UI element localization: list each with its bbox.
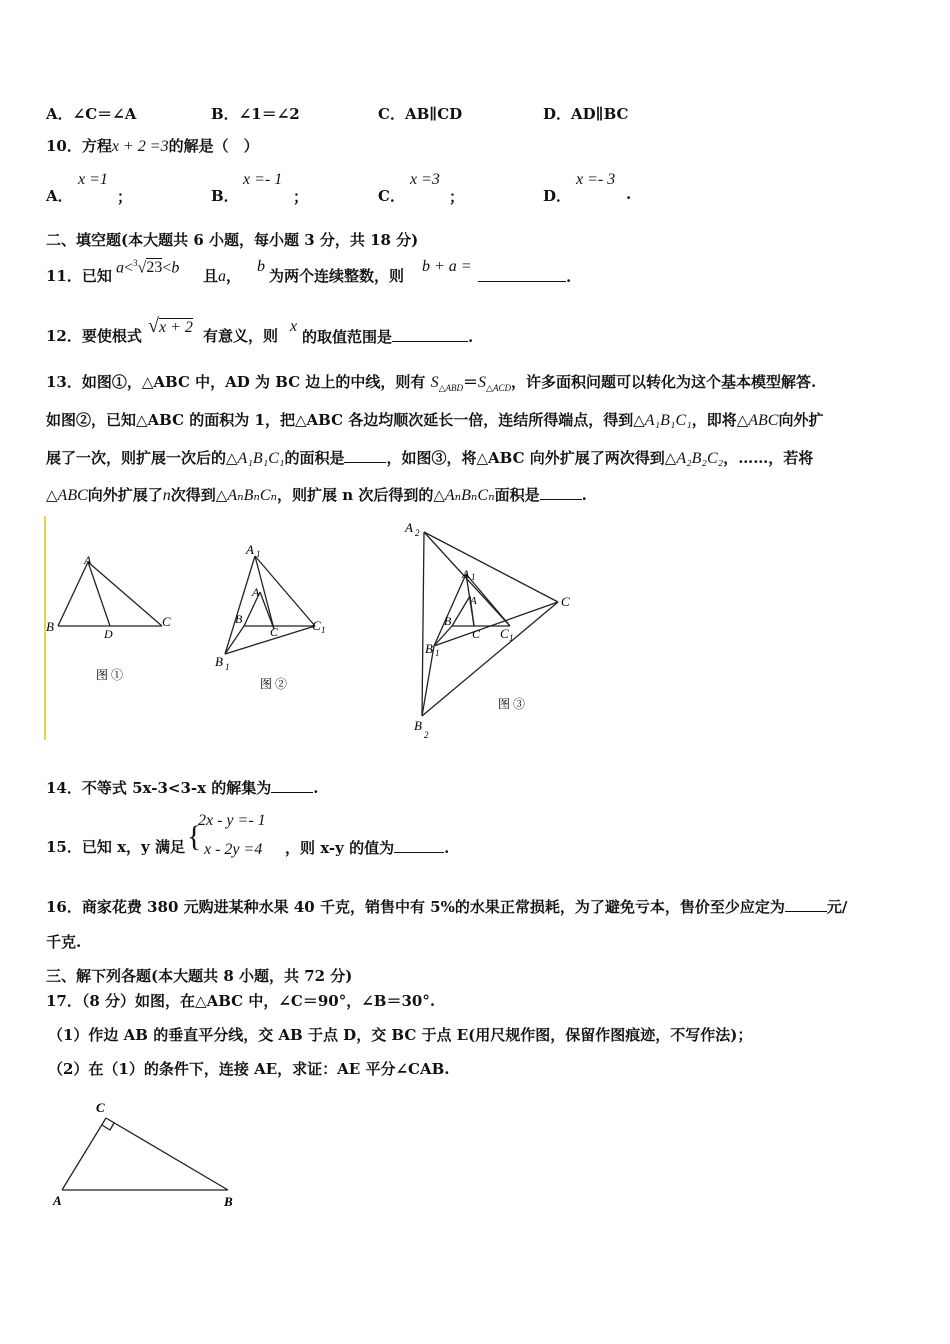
q10-option-a-value: x =1 (78, 171, 108, 188)
q10-option-b-end: ； (293, 188, 309, 206)
fig3-edge-a2c2 (424, 532, 558, 602)
question-11: 11．已知 (46, 267, 112, 285)
q9-option-d: D．AD∥BC (543, 105, 629, 123)
q13-figures (44, 514, 604, 744)
question-17-line-3: （2）在（1）的条件下，连接 AE，求证：AE 平分∠CAB. (48, 1060, 450, 1078)
q10-option-a-end: ； (117, 188, 133, 206)
fig2-label-a1: A (246, 542, 254, 557)
figure-1 (58, 562, 162, 626)
q10-option-d-value: x =- 3 (576, 171, 616, 188)
fig2-label-c1-sub: 1 (321, 625, 326, 635)
fig1-label-a: A (84, 553, 92, 567)
q9-option-a: A．∠C＝∠A (46, 105, 137, 123)
fig1-edge-ab (58, 562, 88, 626)
q17-right-angle-mark (102, 1123, 114, 1130)
fig3-edge-b2c2 (422, 602, 558, 716)
q17-label-c: C (96, 1100, 105, 1115)
fig1-caption: 图 ① (96, 668, 124, 682)
fig3-edge-b1b2 (422, 646, 434, 716)
fig1-label-b: B (46, 619, 54, 634)
q11-inequality: a<$^3$√23<b (116, 258, 180, 277)
fig2-edge-ac (260, 592, 274, 629)
question-13-line-1: 13．如图①，△ABC 中，AD 为 BC 边上的中线，则有 $S_{\triangle ABD}=S_{\triangle ACD}$，许多面积问题可以转化为这个基本模型解答. (46, 373, 817, 394)
question-13-line-2: 如图②，已知△ABC 的面积为 1，把△ABC 各边均顺次延长一倍，连结所得端点，得到△A₁B₁C₁，即将△ABC向外扩 (46, 411, 824, 429)
q9-option-b: B．∠1＝∠2 (211, 105, 300, 123)
q12-suffix: 的取值范围是 . (302, 328, 474, 346)
q11-var-b: b (257, 258, 265, 275)
fig2-label-a: A (252, 585, 260, 599)
fig1-label-c: C (162, 614, 171, 629)
fig2-edge-bb1 (225, 626, 244, 654)
fig3-label-a1-sub: 1 (471, 572, 476, 582)
question-17-line-1: 17．（8 分）如图，在△ABC 中，∠C＝90°，∠B＝30°. (46, 992, 436, 1010)
q17-label-a: A (53, 1193, 62, 1208)
q10-option-b-letter: B． (211, 187, 239, 205)
fig2-label-b: B (235, 612, 243, 626)
fig2-caption: 图 ② (260, 677, 288, 691)
fig1-label-d: D (104, 627, 113, 641)
q15-equation-2: x - 2y =4 (204, 841, 263, 858)
q10-option-d-end: . (626, 185, 632, 203)
q17-edge-ac (62, 1118, 106, 1190)
fig2-edge-a1b1 (225, 556, 255, 654)
question-12: 12．要使根式 (46, 327, 142, 345)
q10-option-c-letter: C． (378, 187, 405, 205)
fig3-label-c1-sub: 1 (509, 633, 514, 643)
fig3-label-a2-sub: 2 (415, 528, 420, 538)
q17-label-b: B (224, 1194, 233, 1209)
q10-option-c-end: ； (449, 188, 465, 206)
q17-figure (48, 1098, 248, 1213)
q11-mid: 且a， (203, 267, 242, 285)
question-16-line-2: 千克. (46, 933, 82, 951)
q12-mid: 有意义，则 (203, 327, 279, 345)
question-15: 15．已知 x，y 满足 (46, 838, 185, 856)
q15-suffix: ，则 x-y 的值为 . (285, 839, 450, 857)
fig2-label-a1-sub: 1 (256, 549, 261, 559)
q11-answer: . (478, 266, 571, 287)
question-14: 14．不等式 5x-3<3-x 的解集为 . (46, 779, 319, 797)
section-2-title: 二、填空题(本大题共 6 小题，每小题 3 分，共 18 分) (46, 231, 419, 249)
fig3-label-b1: B (425, 641, 433, 656)
fig3-label-a1: A (462, 567, 470, 581)
question-13-line-4: △ABC向外扩展了n次得到△AₙBₙCₙ，则扩展 n 次后得到的△AₙBₙCₙ面积是 . (46, 486, 587, 504)
question-10: 10．方程x + 2 =3的解是（ ） (46, 137, 259, 155)
fig3-label-b1-sub: 1 (435, 648, 440, 658)
fig3-label-c2: C (561, 594, 570, 609)
fig3-edge-a2b2 (422, 532, 424, 716)
q15-brace: { (187, 820, 202, 853)
fig2-label-b1: B (215, 654, 223, 669)
q10-option-b-value: x =- 1 (243, 171, 283, 188)
fig2-label-c1: C (312, 618, 321, 633)
section-3-title: 三、解下列各题(本大题共 8 小题，共 72 分) (46, 967, 353, 985)
fig3-label-b: B (444, 614, 452, 628)
fig3-label-c: C (472, 627, 481, 641)
q10-option-c-value: x =3 (410, 171, 440, 188)
figure-3 (422, 532, 558, 716)
q9-option-c: C．AB∥CD (378, 105, 463, 123)
question-16-line-1: 16．商家花费 380 元购进某种水果 40 千克，销售中有 5%的水果正常损耗，为了避免亏本，售价至少应定为 元/ (46, 898, 848, 916)
fig3-label-a2: A (405, 520, 413, 535)
fig3-label-c1: C (500, 626, 509, 641)
q17-edge-cb (106, 1118, 228, 1190)
fig2-label-b1-sub: 1 (225, 662, 230, 672)
q11-expr: b + a = (422, 258, 472, 275)
q10-option-a-letter: A． (46, 187, 73, 205)
q11-mid2: 为两个连续整数，则 (269, 267, 405, 285)
q12-radical: √x + 2 (148, 315, 193, 337)
q15-equation-1: 2x - y =- 1 (198, 812, 266, 829)
fig3-caption: 图 ③ (498, 697, 526, 711)
q10-option-d-letter: D． (543, 187, 572, 205)
q12-var: x (290, 318, 298, 335)
fig2-label-c: C (270, 625, 279, 639)
fig3-label-b2-sub: 2 (424, 730, 429, 740)
fig3-label-b2: B (414, 718, 422, 733)
question-17-line-2: （1）作边 AB 的垂直平分线，交 AB 于点 D，交 BC 于点 E(用尺规作图，保留作图痕迹，不写作法)； (48, 1026, 753, 1044)
question-13-line-3: 展了一次，则扩展一次后的△A₁B₁C₁的面积是 ，如图③，将△ABC 向外扩展了两次得到△A₂B₂C₂，……，若将 (46, 449, 814, 467)
fig3-label-a: A (470, 595, 477, 607)
figure-2 (225, 556, 315, 654)
